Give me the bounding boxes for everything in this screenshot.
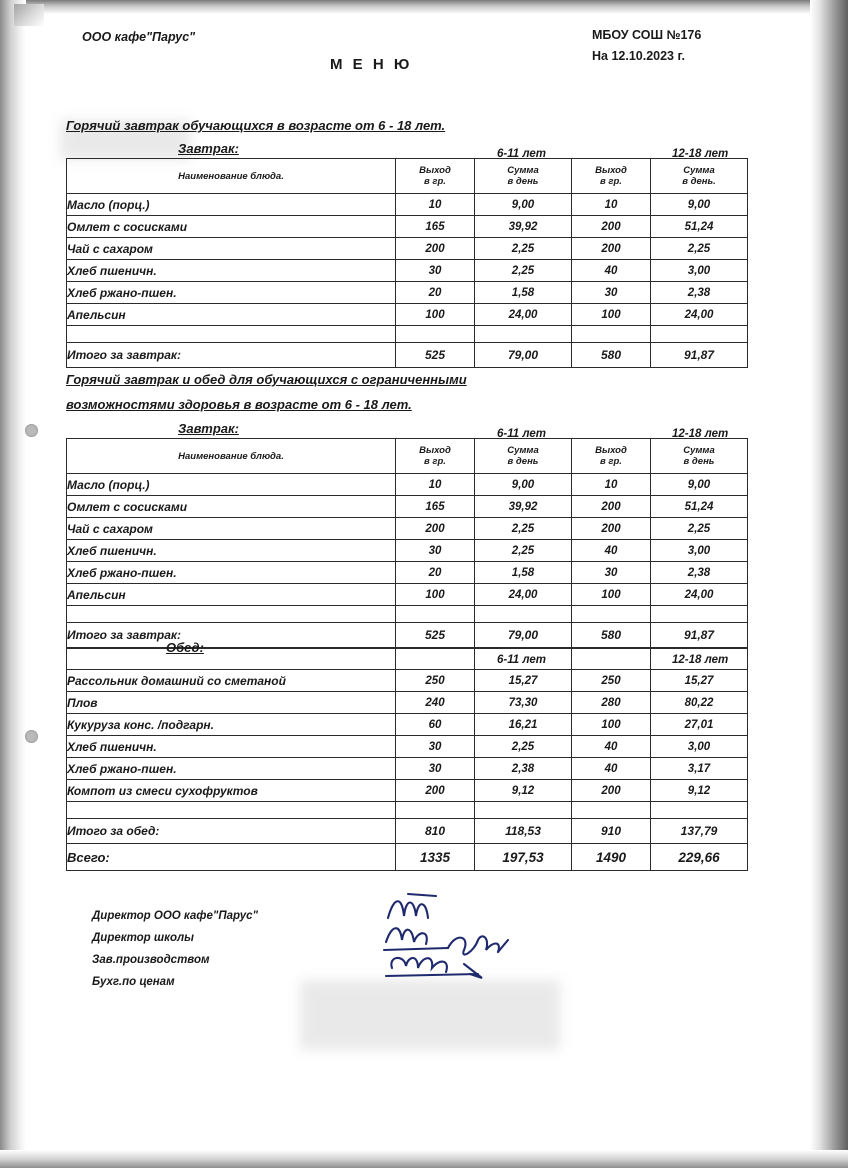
col-output-12-18: Выход в гр. xyxy=(572,159,651,194)
table-row: Хлеб ржано-пшен. 30 2,38 40 3,17 xyxy=(67,758,748,780)
table-row: Рассольник домашний со сметаной 250 15,27 250 15,27 xyxy=(67,670,748,692)
section-2-age-left: 6-11 лет xyxy=(497,428,546,440)
table-row: Омлет с сосисками 165 39,92 200 51,24 xyxy=(67,496,748,518)
lunch-age-right: 12-18 лет xyxy=(672,654,729,666)
table-row: Масло (порц.) 10 9,00 10 9,00 xyxy=(67,474,748,496)
col-output-6-11: Выход в гр. xyxy=(396,159,475,194)
col-dish-name: Наименование блюда. xyxy=(67,439,396,474)
section-2-title-line1: Горячий завтрак и обед для обучающихся с ограниченными xyxy=(66,372,467,387)
breakfast-total-row: Итого за завтрак: 525 79,00 580 91,87 xyxy=(67,343,748,368)
col-sum-6-11: Сумма в день xyxy=(475,159,572,194)
table-row: Масло (порц.) 10 9,00 10 9,00 xyxy=(67,194,748,216)
breakfast-total-row: Итого за завтрак: 525 79,00 580 91,87 xyxy=(67,623,748,649)
table-row: Омлет с сосисками 165 39,92 200 51,24 xyxy=(67,216,748,238)
section-2-title-line2: возможностями здоровья в возрасте от 6 - 18 лет. xyxy=(66,397,412,412)
table-spacer-row xyxy=(67,606,748,623)
page-corner-fold xyxy=(14,4,44,26)
section-1-age-left: 6-11 лет xyxy=(497,148,546,160)
section-2-meal-label: Завтрак: xyxy=(178,421,239,436)
table-row: Хлеб пшеничн. 30 2,25 40 3,00 xyxy=(67,540,748,562)
page-title: М Е Н Ю xyxy=(330,56,413,73)
table-spacer-row xyxy=(67,802,748,819)
lunch-total-row: Итого за обед: 810 118,53 910 137,79 xyxy=(67,819,748,844)
signatory-director-cafe: Директор ООО кафе"Парус" xyxy=(92,910,258,922)
col-sum-12-18: Сумма в день. xyxy=(651,159,748,194)
signatory-director-school: Директор школы xyxy=(92,932,194,944)
signatory-production-manager: Зав.производством xyxy=(92,954,210,966)
table-header-row xyxy=(67,439,748,474)
scan-edge-bottom xyxy=(0,1150,848,1168)
signatory-accountant: Бухг.по ценам xyxy=(92,976,175,988)
col-sum-6-11: Сумма в день xyxy=(475,439,572,474)
section-2-age-right: 12-18 лет xyxy=(672,428,729,440)
table-spacer-row xyxy=(67,326,748,343)
table-header-row xyxy=(67,159,748,194)
handwritten-signatures xyxy=(378,890,578,990)
table-row: Апельсин 100 24,00 100 24,00 xyxy=(67,304,748,326)
col-sum-12-18: Сумма в день xyxy=(651,439,748,474)
scan-edge-top xyxy=(0,0,848,14)
table-row: Компот из смеси сухофруктов 200 9,12 200 9,12 xyxy=(67,780,748,802)
lunch-label: Обед: xyxy=(166,640,204,655)
hole-punch-mark xyxy=(25,730,38,743)
section-1-age-right: 12-18 лет xyxy=(672,148,729,160)
grand-total-row: Всего: 1335 197,53 1490 229,66 xyxy=(67,844,748,871)
breakfast-table-standard xyxy=(66,158,748,368)
lunch-age-left: 6-11 лет xyxy=(497,654,546,666)
table-row: Чай с сахаром 200 2,25 200 2,25 xyxy=(67,238,748,260)
scan-edge-left xyxy=(0,0,26,1168)
table-row: Чай с сахаром 200 2,25 200 2,25 xyxy=(67,518,748,540)
table-row: Кукуруза конс. /подгарн. 60 16,21 100 27,01 xyxy=(67,714,748,736)
signature-block xyxy=(92,905,258,993)
table-row: Хлеб пшеничн. 30 2,25 40 3,00 xyxy=(67,736,748,758)
col-dish-name: Наименование блюда. xyxy=(67,159,396,194)
section-1-meal-label: Завтрак: xyxy=(178,141,239,156)
company-name: ООО кафе"Парус" xyxy=(82,30,196,44)
table-row: Хлеб ржано-пшен. 20 1,58 30 2,38 xyxy=(67,562,748,584)
scan-edge-right xyxy=(810,0,848,1168)
table-row: Хлеб ржано-пшен. 20 1,58 30 2,38 xyxy=(67,282,748,304)
col-output-12-18: Выход в гр. xyxy=(572,439,651,474)
section-1-title: Горячий завтрак обучающихся в возрасте от 6 - 18 лет. xyxy=(66,118,446,133)
table-row: Апельсин 100 24,00 100 24,00 xyxy=(67,584,748,606)
col-output-6-11: Выход в гр. xyxy=(396,439,475,474)
menu-date: На 12.10.2023 г. xyxy=(592,49,685,63)
hole-punch-mark xyxy=(25,424,38,437)
school-name: МБОУ СОШ №176 xyxy=(592,28,702,42)
table-row: Плов 240 73,30 280 80,22 xyxy=(67,692,748,714)
table-row: Хлеб пшеничн. 30 2,25 40 3,00 xyxy=(67,260,748,282)
